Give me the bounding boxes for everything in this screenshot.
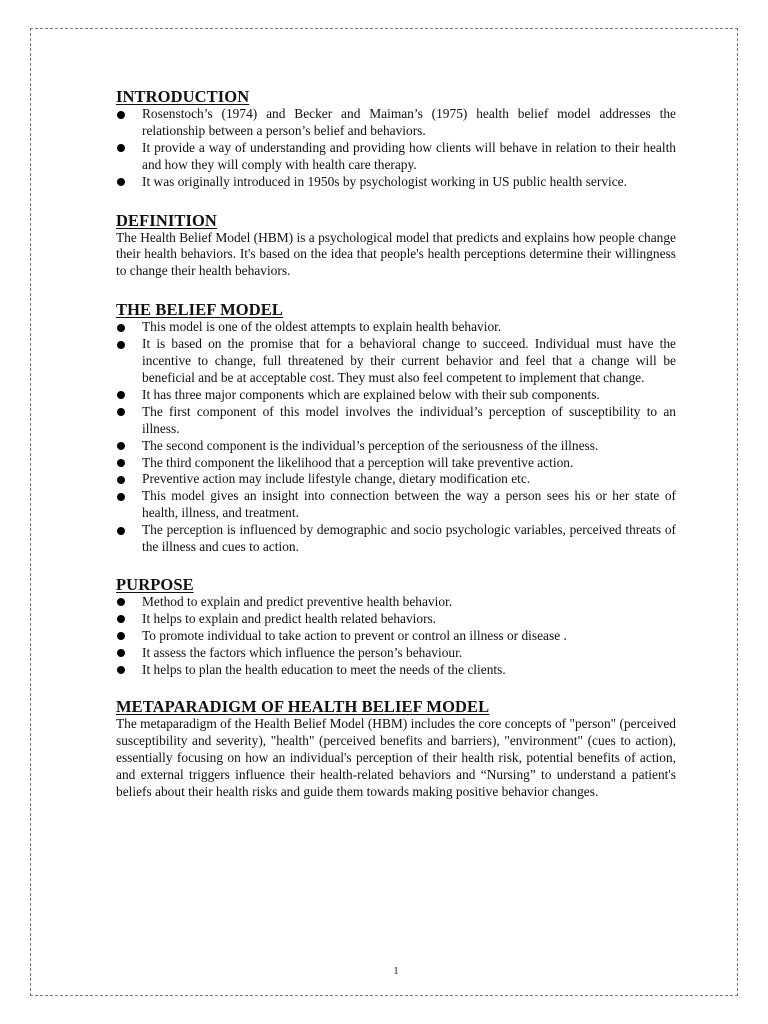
bullet-dot-icon [117,615,125,623]
bullet-dot-icon [117,666,125,674]
section-belief-model [116,300,676,556]
bullet-dot-icon [117,341,125,349]
bullet-dot-icon [117,324,125,332]
metaparadigm-heading: METAPARADIGM OF HEALTH BELIEF MODEL [116,697,490,717]
bullet-text: Rosenstoch’s (1974) and Becker and Maiman’s (1975) health belief model addresses the relationship between a person’s belief and behaviors. [142,106,676,138]
page-number: 1 [393,965,399,977]
bullet-text: It helps to plan the health education to meet the needs of the clients. [142,661,506,677]
bullet-text: Method to explain and predict preventive health behavior. [142,593,453,609]
definition-paragraph: The Health Belief Model (HBM) is a psychological model that predicts and explains how people change their health behaviors. It's based on the idea that people's health perceptions determine their willingness to change their health behaviors. [116,229,676,279]
bullet-text: Preventive action may include lifestyle change, dietary modification etc. [142,471,531,487]
bullet-item [116,645,676,662]
bullet-dot-icon [117,649,125,657]
bullet-item [116,387,676,404]
bullet-text: The first component of this model involves the individual’s perception of susceptibility to an illness. [142,403,676,436]
bullet-text: It is based on the promise that for a behavioral change to succeed. Individual must have the incentive to change, full threatened by their current behavior and feel that a change will be beneficial and be at acceptable cost. They must also feel competent to implement that change. [142,336,676,385]
bullet-item [116,594,676,611]
bullet-text: The second component is the individual’s perception of the seriousness of the illness. [142,437,599,453]
bullet-text: It assess the factors which influence the person’s behaviour. [142,644,463,660]
bullet-item [116,438,676,455]
bullet-text: It provide a way of understanding and providing how clients will behave in relation to their health and how they will comply with health care therapy. [142,139,676,172]
belief-model-heading: THE BELIEF MODEL [116,300,283,320]
bullet-text: The perception is influenced by demographic and socio psychologic variables, perceived threats of the illness and cues to action. [142,522,676,555]
bullet-text: The third component the likelihood that a perception will take preventive action. [142,454,574,470]
bullet-dot-icon [117,391,125,399]
bullet-item [116,336,676,387]
bullet-dot-icon [117,632,125,640]
purpose-heading: PURPOSE [116,574,194,594]
definition-heading: DEFINITION [116,210,217,230]
section-metaparadigm [116,697,676,801]
bullet-dot-icon [117,598,125,606]
bullet-dot-icon [117,144,125,152]
belief-model-bullet-list [116,319,676,556]
bullet-item [116,319,676,336]
bullet-dot-icon [117,476,125,484]
bullet-dot-icon [117,178,125,186]
bullet-item [116,106,676,140]
bullet-item [116,522,676,556]
bullet-text: To promote individual to take action to prevent or control an illness or disease . [142,627,567,643]
bullet-dot-icon [117,459,125,467]
bullet-text: It helps to explain and predict health related behaviors. [142,610,437,626]
bullet-item [116,455,676,472]
bullet-dot-icon [117,527,125,535]
bullet-dot-icon [117,111,125,119]
bullet-item [116,174,676,191]
bullet-text: It has three major components which are explained below with their sub components. [142,386,600,402]
bullet-text: It was originally introduced in 1950s by psychologist working in US public health service. [142,173,627,189]
section-purpose [116,575,676,679]
bullet-item [116,404,676,438]
introduction-bullet-list [116,106,676,191]
bullet-item [116,662,676,679]
bullet-text: This model gives an insight into connection between the way a person sees his or her state of health, illness, and treatment. [142,488,676,521]
section-introduction [116,87,676,191]
bullet-item [116,140,676,174]
section-definition [116,211,676,281]
bullet-text: This model is one of the oldest attempts to explain health behavior. [142,319,502,335]
introduction-heading: INTRODUCTION [116,87,250,106]
purpose-bullet-list [116,594,676,679]
bullet-item [116,471,676,488]
bullet-dot-icon [117,442,125,450]
bullet-dot-icon [117,493,125,501]
document-body [116,87,676,801]
metaparadigm-paragraph: The metaparadigm of the Health Belief Model (HBM) includes the core concepts of "person" (perceived susceptibility and severity), "health" (perceived benefits and barriers), "environment" (cues to action), essentially focusing on how an individual's perception of their health risk, potential benefits of action, and external triggers influence their health-related behaviors and “Nursing” to understand a patient's beliefs about their health risks and guide them towards making positive behavior changes. [116,716,676,800]
bullet-dot-icon [117,408,125,416]
bullet-item [116,628,676,645]
bullet-item [116,488,676,522]
bullet-item [116,611,676,628]
